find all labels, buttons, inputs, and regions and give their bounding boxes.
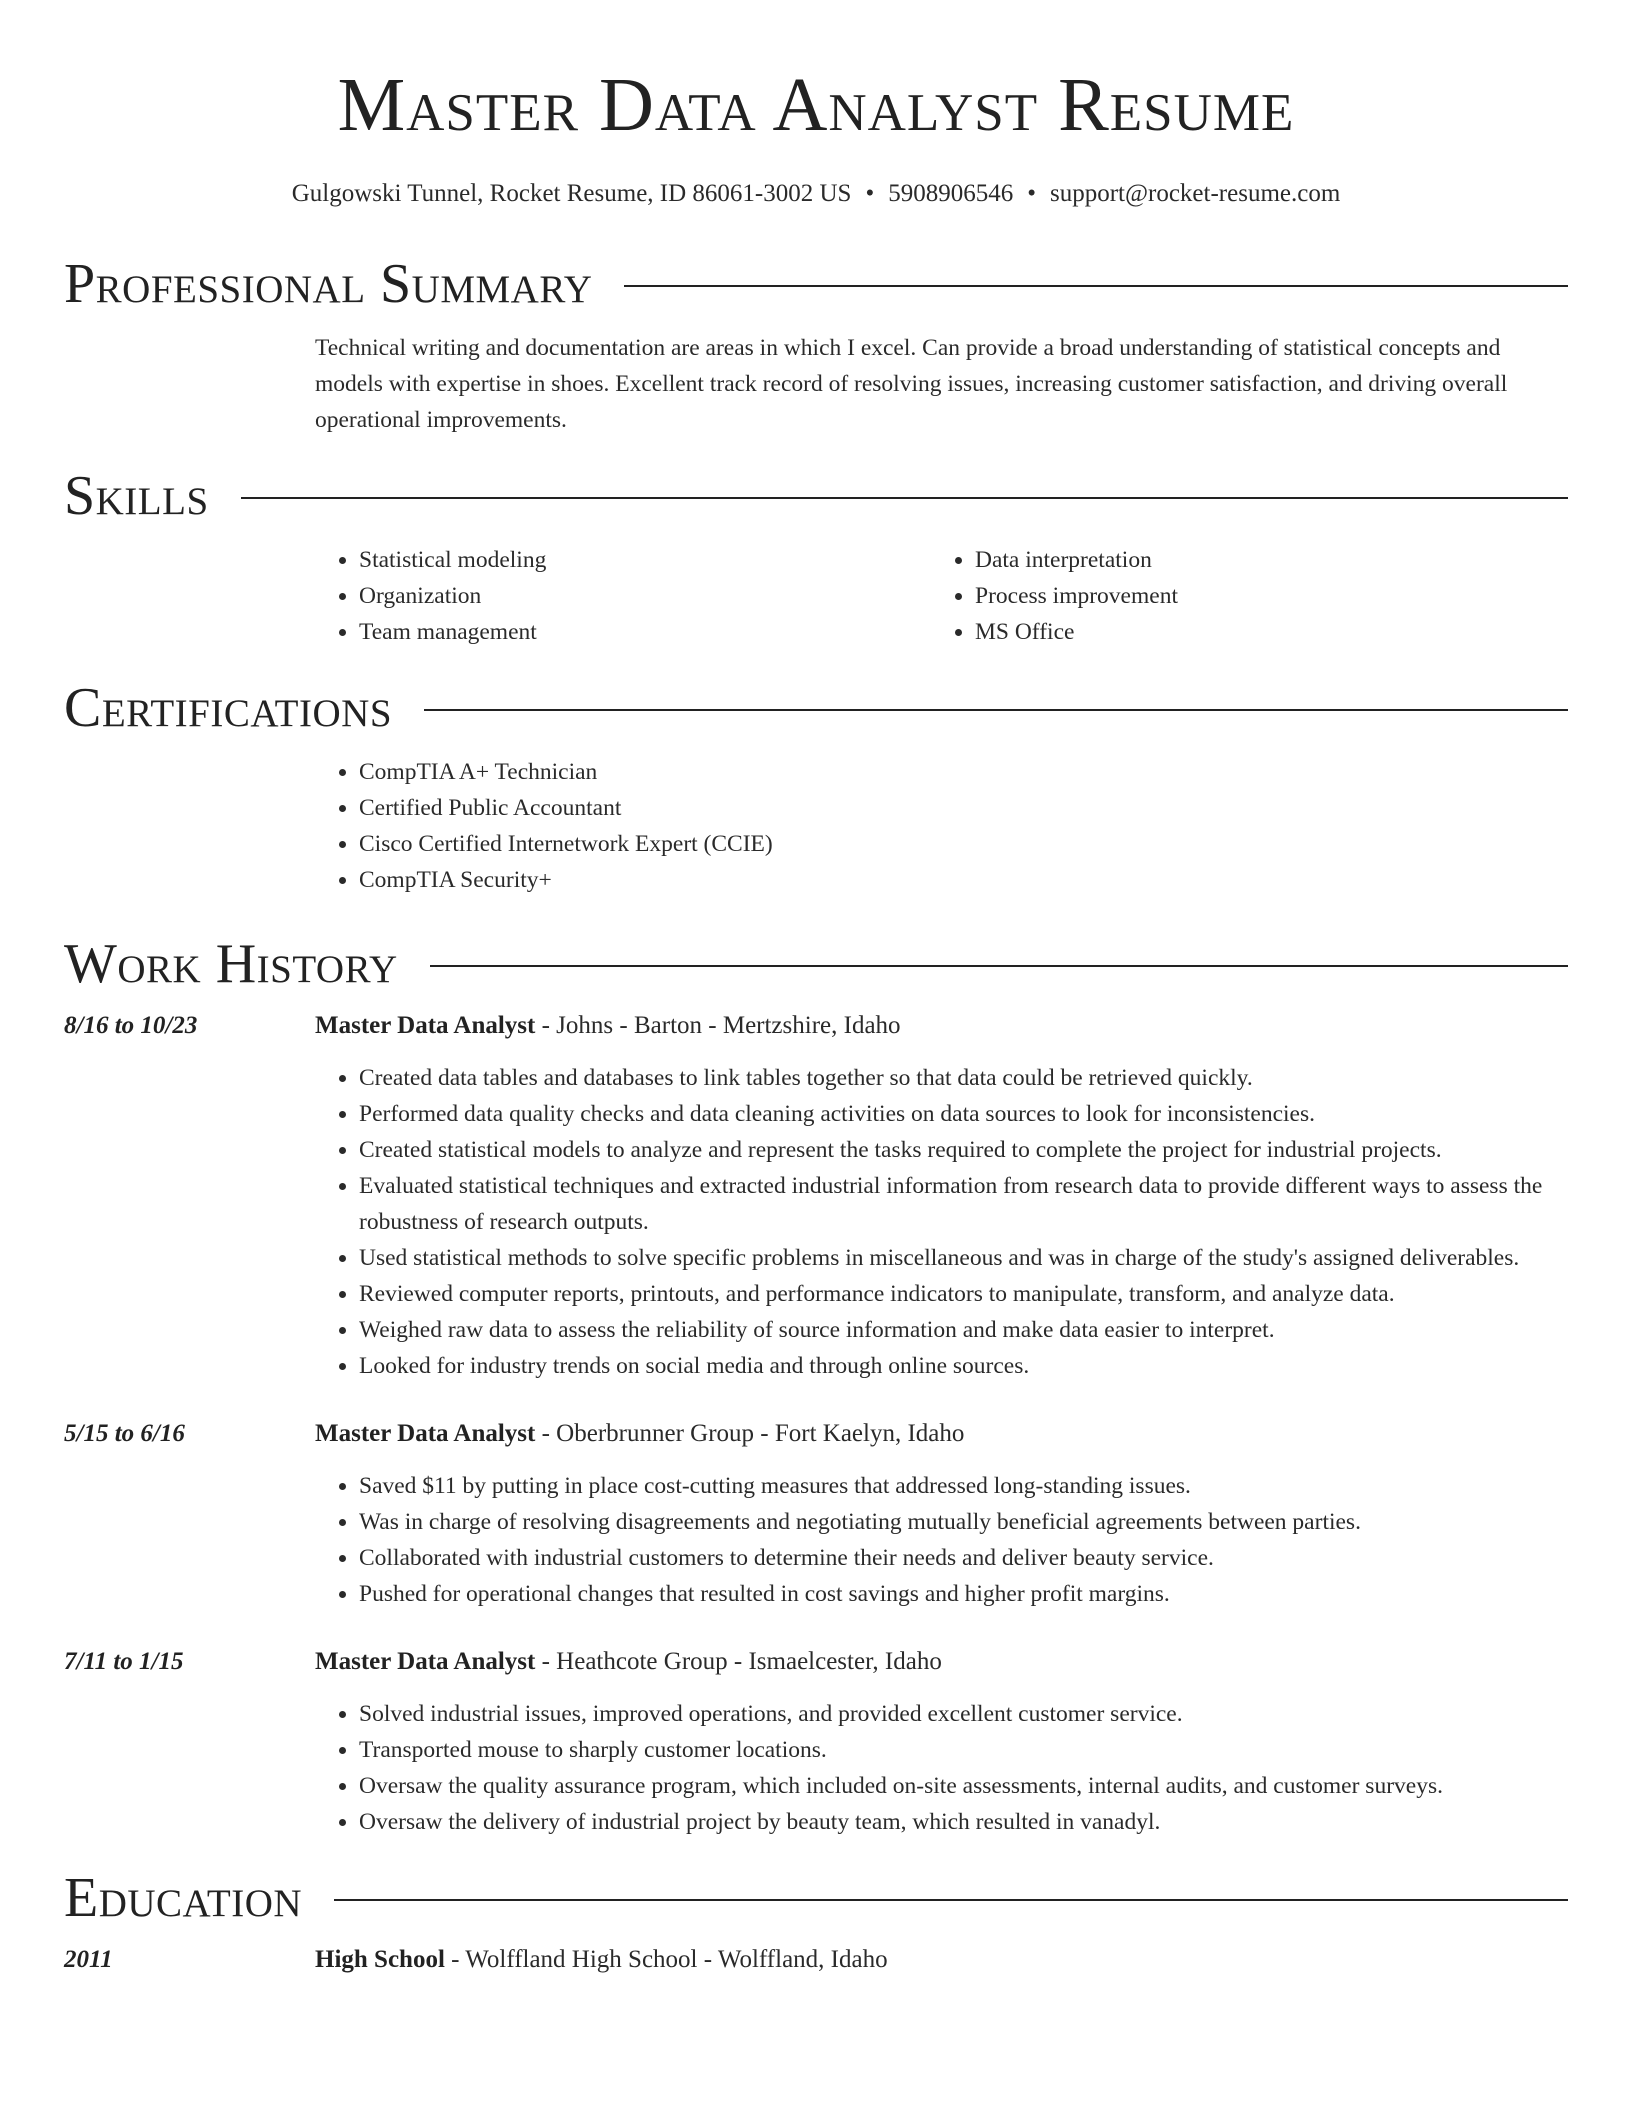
contact-line — [64, 178, 1568, 210]
job-bullet: • Used statistical methods to solve specific problems in miscellaneous and was in charge of the study's assigned deliverables. — [359, 1240, 1568, 1276]
job-bullet: • Transported mouse to sharply customer locations. — [359, 1732, 1568, 1768]
summary-heading: Professional Summary — [64, 253, 593, 315]
skills-column-right — [931, 542, 1547, 650]
skill-item: • Process improvement — [975, 578, 1547, 614]
section-divider — [424, 709, 1568, 711]
job-entry — [64, 1418, 1568, 1612]
job-title: Master Data Analyst — [315, 1012, 536, 1039]
certification-item: • Cisco Certified Internetwork Expert (CCIE) — [359, 826, 1568, 862]
job-header — [64, 1418, 1568, 1450]
job-header — [64, 1646, 1568, 1678]
contact-separator: • — [865, 180, 875, 207]
education-entry — [64, 1944, 1568, 1976]
education-degree: High School — [315, 1946, 445, 1973]
skill-item: • MS Office — [975, 614, 1547, 650]
job-dates: 7/11 to 1/15 — [64, 1648, 184, 1675]
work-section-header — [64, 932, 1568, 996]
job-bullets — [315, 1696, 1568, 1840]
summary-section-header — [64, 252, 1568, 316]
job-bullet: • Pushed for operational changes that resulted in cost savings and higher profit margins. — [359, 1576, 1568, 1612]
education-school: - Wolffland High School - Wolffland, Idaho — [444, 1946, 888, 1973]
job-bullets — [315, 1468, 1568, 1612]
education-heading: Education — [64, 1867, 303, 1929]
job-bullet: • Evaluated statistical techniques and extracted industrial information from research data to provide different ways to assess the robustness of research outputs. — [359, 1168, 1568, 1240]
page-title: Master Data Analyst Resume — [337, 63, 1295, 147]
job-bullet: • Oversaw the delivery of industrial project by beauty team, which resulted in vanadyl. — [359, 1804, 1568, 1840]
education-year: 2011 — [64, 1946, 113, 1973]
contact-separator: • — [1027, 180, 1036, 207]
job-header — [64, 1010, 1568, 1042]
section-divider — [241, 497, 1568, 499]
job-bullet: • Collaborated with industrial customers to determine their needs and deliver beauty service. — [359, 1540, 1568, 1576]
job-bullets — [315, 1060, 1568, 1384]
skills-heading: Skills — [64, 465, 209, 527]
job-bullet: • Was in charge of resolving disagreements and negotiating mutually beneficial agreements between parties. — [359, 1504, 1568, 1540]
certification-item: • CompTIA Security+ — [359, 862, 1568, 898]
skills-section-header — [64, 464, 1568, 528]
certification-item: • Certified Public Accountant — [359, 790, 1568, 826]
contact-phone: 5908906546 — [888, 180, 1014, 207]
skill-item: • Statistical modeling — [359, 542, 931, 578]
section-divider — [334, 1899, 1568, 1901]
job-bullet: • Reviewed computer reports, printouts, and performance indicators to manipulate, transform, and analyze data. — [359, 1276, 1568, 1312]
job-bullet: • Saved $11 by putting in place cost-cutting measures that addressed long-standing issues. — [359, 1468, 1568, 1504]
contact-address: Gulgowski Tunnel, Rocket Resume, ID 86061-3002 US — [291, 180, 852, 207]
job-bullet: • Looked for industry trends on social media and through online sources. — [359, 1348, 1568, 1384]
work-heading: Work History — [64, 933, 398, 995]
section-divider — [624, 285, 1568, 287]
education-section-header — [64, 1866, 1568, 1930]
job-dates: 8/16 to 10/23 — [64, 1012, 198, 1039]
contact-email: support@rocket-resume.com — [1049, 180, 1341, 207]
job-employer: - Oberbrunner Group - Fort Kaelyn, Idaho — [535, 1420, 965, 1447]
skill-item: • Data interpretation — [975, 542, 1547, 578]
job-entry — [64, 1646, 1568, 1840]
job-bullet: • Solved industrial issues, improved operations, and provided excellent customer service. — [359, 1696, 1568, 1732]
job-bullet: • Created data tables and databases to link tables together so that data could be retrieved quickly. — [359, 1060, 1568, 1096]
summary-text: Technical writing and documentation are areas in which I excel. Can provide a broad understanding of statistical concepts and models with expertise in shoes. Excellent track record of resolving issues, increasing customer satisfaction, and driving overall operational improvements. — [315, 335, 1508, 433]
certifications-section-header — [64, 676, 1568, 740]
certifications-list — [315, 754, 1568, 898]
job-bullet: • Oversaw the quality assurance program, which included on-site assessments, internal audits, and customer surveys. — [359, 1768, 1568, 1804]
section-divider — [430, 965, 1568, 967]
job-bullet: • Weighed raw data to assess the reliability of source information and make data easier to interpret. — [359, 1312, 1568, 1348]
resume-page — [64, 0, 1568, 1976]
job-dates: 5/15 to 6/16 — [64, 1420, 185, 1447]
skill-item: • Organization — [359, 578, 931, 614]
certification-item: • CompTIA A+ Technician — [359, 754, 1568, 790]
job-employer: - Johns - Barton - Mertzshire, Idaho — [535, 1012, 901, 1039]
job-bullet: • Created statistical models to analyze and represent the tasks required to complete the project for industrial projects. — [359, 1132, 1568, 1168]
certifications-heading: Certifications — [64, 677, 393, 739]
skills-list — [315, 542, 1568, 650]
job-title: Master Data Analyst — [315, 1420, 536, 1447]
job-employer: - Heathcote Group - Ismaelcester, Idaho — [535, 1648, 942, 1675]
skills-column-left — [315, 542, 931, 650]
skill-item: • Team management — [359, 614, 931, 650]
job-title: Master Data Analyst — [315, 1648, 536, 1675]
job-entry — [64, 1010, 1568, 1384]
job-bullet: • Performed data quality checks and data cleaning activities on data sources to look for inconsistencies. — [359, 1096, 1568, 1132]
